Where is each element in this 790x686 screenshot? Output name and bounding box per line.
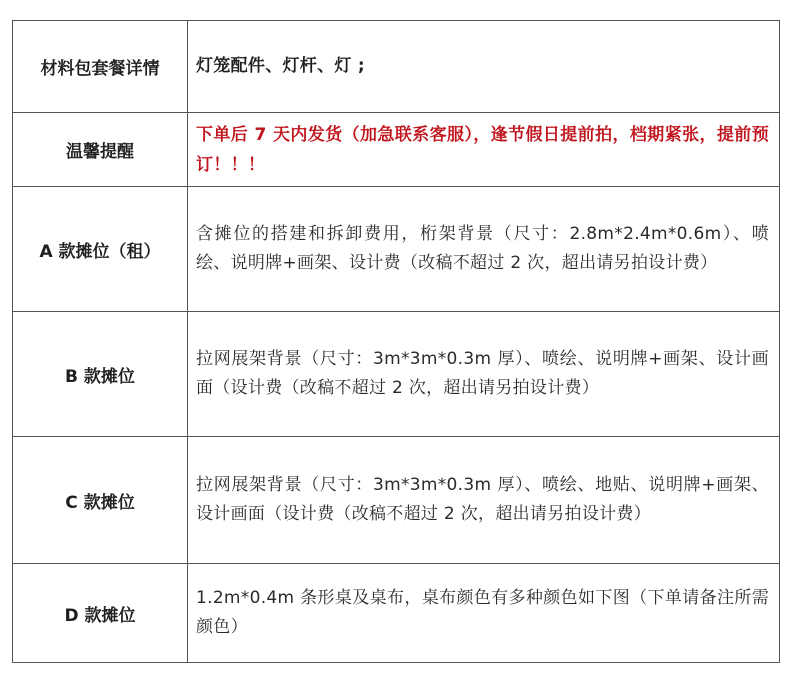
table-row: [13, 21, 780, 113]
table-row: [13, 113, 780, 187]
table-row: [13, 312, 780, 437]
row-label-reminder: 温馨提醒: [13, 113, 188, 187]
table-row: [13, 564, 780, 663]
table-row: [13, 437, 780, 564]
row-label-booth-a: A 款摊位（租）: [13, 187, 188, 312]
row-label-package-details: 材料包套餐详情: [13, 21, 188, 113]
row-content-booth-b: 拉网展架背景（尺寸：3m*3m*0.3m 厚）、喷绘、说明牌+画架、设计画面（设计费（改稿不超过 2 次，超出请另拍设计费）: [188, 312, 780, 437]
row-label-booth-d: D 款摊位: [13, 564, 188, 663]
row-content-booth-a: 含摊位的搭建和拆卸费用，桁架背景（尺寸：2.8m*2.4m*0.6m）、喷绘、说明牌+画架、设计费（改稿不超过 2 次，超出请另拍设计费）: [188, 187, 780, 312]
package-details-table: [12, 20, 780, 663]
row-label-booth-c: C 款摊位: [13, 437, 188, 564]
row-content-booth-c: 拉网展架背景（尺寸：3m*3m*0.3m 厚）、喷绘、地贴、说明牌+画架、设计画面（设计费（改稿不超过 2 次，超出请另拍设计费）: [188, 437, 780, 564]
row-content-reminder: 下单后 7 天内发货（加急联系客服），逢节假日提前拍，档期紧张，提前预订！！！: [188, 113, 780, 187]
row-label-booth-b: B 款摊位: [13, 312, 188, 437]
table-row: [13, 187, 780, 312]
row-content-booth-d: 1.2m*0.4m 条形桌及桌布，桌布颜色有多种颜色如下图（下单请备注所需颜色）: [188, 564, 780, 663]
row-content-package-details: 灯笼配件、灯杆、灯 ;: [188, 21, 780, 113]
